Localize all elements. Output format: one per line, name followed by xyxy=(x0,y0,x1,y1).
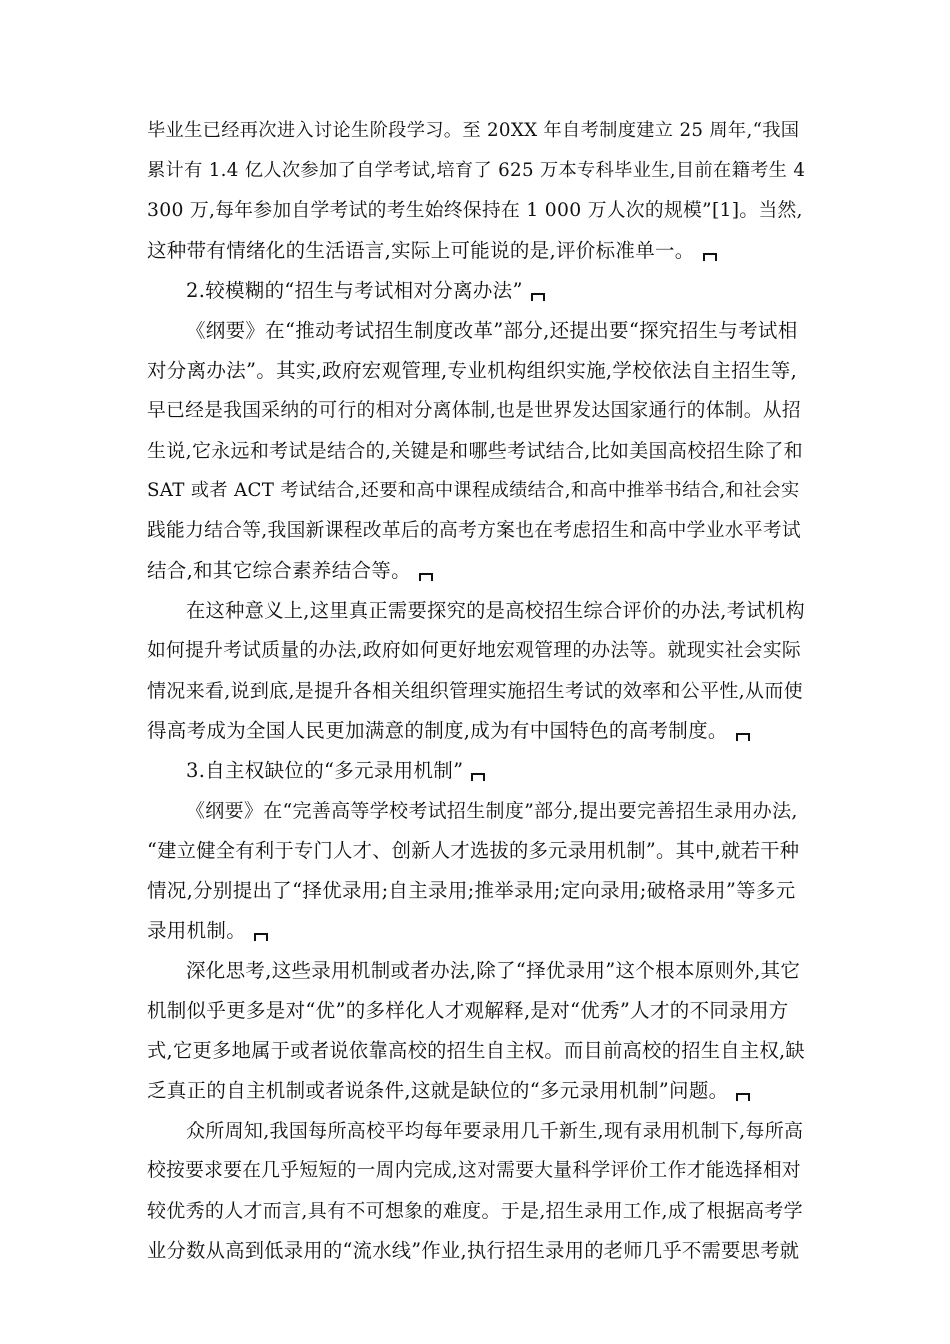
paragraph-mark-icon xyxy=(419,573,433,581)
line-text: 《纲要》在“推动考试招生制度改革”部分,还提出要“探究招生与考试相 xyxy=(186,319,798,342)
paragraph-mark-icon xyxy=(736,1093,750,1101)
paragraph-mark-icon xyxy=(736,733,750,741)
text-line xyxy=(147,996,789,1026)
text-line xyxy=(147,1036,805,1066)
heading-text: 3.自主权缺位的“多元录用机制” xyxy=(186,759,464,782)
line-text: 毕业生已经再次进入讨论生阶段学习。至 20XX 年自考制度建立 25 周年,“我国 xyxy=(147,120,800,141)
text-line xyxy=(147,636,801,666)
line-text: 累计有 1.4 亿人次参加了自学考试,培育了 625 万本专科毕业生,目前在籍考生 4 xyxy=(147,160,806,181)
line-text: 情况来看,说到底,是提升各相关组织管理实施招生考试的效率和公平性,从而使 xyxy=(147,680,803,702)
text-line xyxy=(186,956,800,986)
line-text: 结合,和其它综合素养结合等。 xyxy=(147,559,411,582)
text-line xyxy=(186,596,805,626)
line-text: “建立健全有利于专门人才、创新人才选拔的多元录用机制”。其中,就若干种 xyxy=(147,839,800,862)
paragraph-mark-icon xyxy=(531,293,545,301)
line-text: 式,它更多地属于或者说依靠高校的招生自主权。而目前高校的招生自主权,缺 xyxy=(147,1039,805,1062)
line-text: 早已经是我国采纳的可行的相对分离体制,也是世界发达国家通行的体制。从招 xyxy=(147,400,801,421)
paragraph-mark-icon xyxy=(254,933,268,941)
text-line xyxy=(147,1156,801,1186)
text-line xyxy=(147,836,799,866)
text-line xyxy=(186,796,798,826)
text-line xyxy=(147,1196,803,1226)
line-text: 对分离办法”。其实,政府宏观管理,专业机构组织实施,学校依法自主招生等, xyxy=(147,359,798,382)
text-line xyxy=(147,116,799,146)
text-line xyxy=(147,1236,799,1266)
text-line xyxy=(147,476,800,506)
text-line xyxy=(147,716,750,746)
section-heading xyxy=(186,276,545,306)
line-text: 校按要求要在几乎短短的一周内完成,这对需要大量科学评价工作才能选择相对 xyxy=(147,1160,801,1181)
text-line xyxy=(147,196,803,226)
text-line xyxy=(147,156,805,186)
text-line xyxy=(147,356,797,386)
line-text: 深化思考,这些录用机制或者办法,除了“择优录用”这个根本原则外,其它 xyxy=(186,959,801,982)
line-text: SAT 或者 ACT 考试结合,还要和高中课程成绩结合,和高中推举书结合,和社会实 xyxy=(147,480,800,501)
line-text: 乏真正的自主机制或者说条件,这就是缺位的“多元录用机制”问题。 xyxy=(147,1079,729,1102)
line-text: 在这种意义上,这里真正需要探究的是高校招生综合评价的办法,考试机构 xyxy=(186,599,805,622)
line-text: 录用机制。 xyxy=(147,919,247,942)
line-text: 这种带有情绪化的生活语言,实际上可能说的是,评价标准单一。 xyxy=(147,239,695,262)
text-line xyxy=(186,316,798,346)
line-text: 机制似乎更多是对“优”的多样化人才观解释,是对“优秀”人才的不同录用方 xyxy=(147,999,789,1022)
text-line xyxy=(147,676,803,706)
text-line xyxy=(147,876,796,906)
text-line xyxy=(147,916,268,946)
line-text: 较优秀的人才而言,具有不可想象的难度。于是,招生录用工作,成了根据高考学 xyxy=(147,1200,803,1222)
line-text: 业分数从高到低录用的“流水线”作业,执行招生录用的老师几乎不需要思考就 xyxy=(147,1239,800,1262)
line-text: 生说,它永远和考试是结合的,关键是和哪些考试结合,比如美国高校招生除了和 xyxy=(147,440,803,462)
text-line xyxy=(147,556,433,586)
text-line xyxy=(147,436,803,466)
line-text: 众所周知,我国每所高校平均每年要录用几千新生,现有录用机制下,每所高 xyxy=(186,1120,804,1142)
text-line xyxy=(147,1076,750,1106)
line-text: 如何提升考试质量的办法,政府如何更好地宏观管理的办法等。就现实社会实际 xyxy=(147,640,801,661)
paragraph-mark-icon xyxy=(471,773,485,781)
line-text: 《纲要》在“完善高等学校考试招生制度”部分,提出要完善招生录用办法, xyxy=(186,800,798,822)
line-text: 300 万,每年参加自学考试的考生始终保持在 1 000 万人次的规模”[1]。当然, xyxy=(147,200,803,221)
text-line xyxy=(147,236,717,266)
paragraph-mark-icon xyxy=(703,253,717,261)
heading-text: 2.较模糊的“招生与考试相对分离办法” xyxy=(186,279,523,302)
text-line xyxy=(147,396,801,426)
text-line xyxy=(186,1116,803,1146)
text-line xyxy=(147,516,801,546)
line-text: 情况,分别提出了“择优录用;自主录用;推举录用;定向录用;破格录用”等多元 xyxy=(147,879,796,902)
section-heading xyxy=(186,756,485,786)
line-text: 得高考成为全国人民更加满意的制度,成为有中国特色的高考制度。 xyxy=(147,719,728,742)
line-text: 践能力结合等,我国新课程改革后的高考方案也在考虑招生和高中学业水平考试 xyxy=(147,520,801,541)
